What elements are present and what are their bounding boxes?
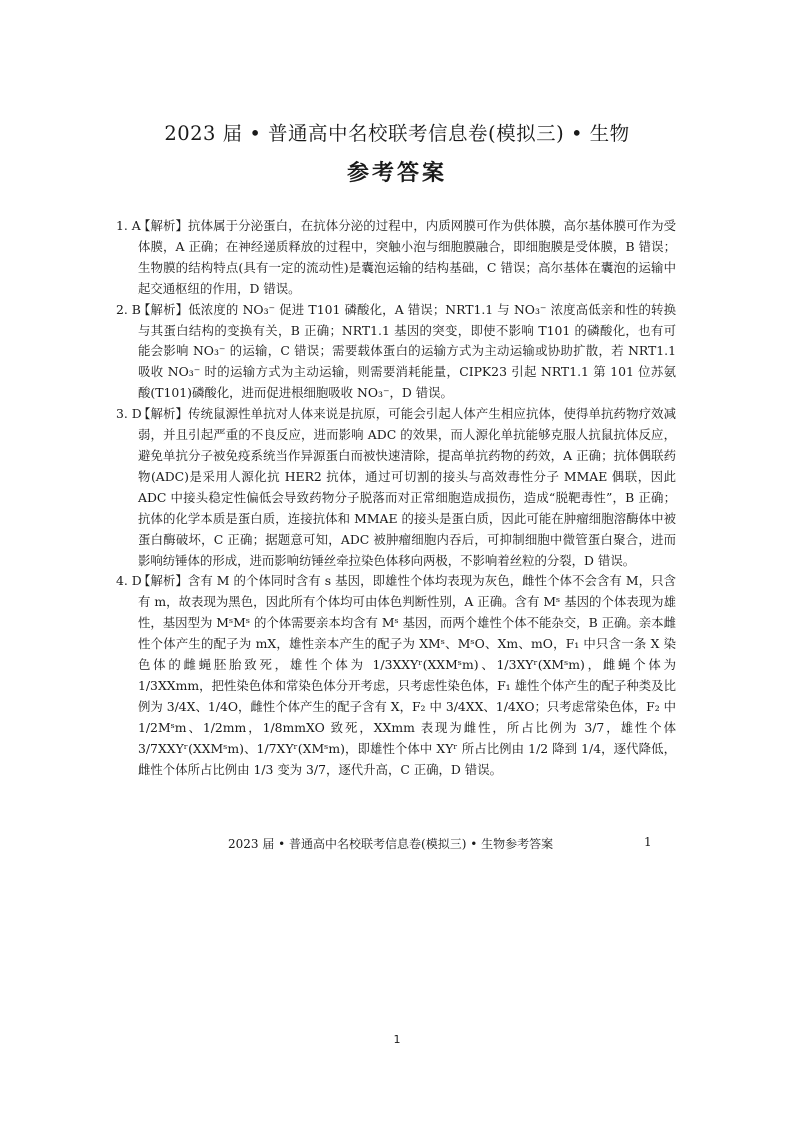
answer-list [116, 216, 676, 780]
answer-explanation: 【解析】抗体属于分泌蛋白，在抗体分泌的过程中，内质网膜可作为供体膜，高尔基体膜可作为受体膜，A 正确；在神经递质释放的过程中，突触小泡与细胞膜融合，即细胞膜是受体膜，B 错误；生物膜的结构特点(具有一定的流动性)是囊泡运输的结构基础，C 错误；高尔基体在囊泡的运输中起交通枢纽的作用，D 错误。 [138, 218, 676, 296]
answer-explanation: 【解析】低浓度的 NO₃⁻ 促进 T101 磷酸化，A 错误；NRT1.1 与 NO₃⁻ 浓度高低亲和性的转换与其蛋白结构的变换有关，B 正确；NRT1.1 基因的突变，即使不影响 T101 的磷酸化，也有可能会影响 NO₃⁻ 的运输，C 错误；需要载体蛋白的运输方式为主动运输或协助扩散，若 NRT1.1 吸收 NO₃⁻ 时的运输方式为主动运输，则需要消耗能量，CIPK23 引起 NRT1.1 第 101 位苏氨酸(T101)磷酸化，进而促进根细胞吸收 NO₃⁻，D 错误。 [138, 301, 676, 401]
answer-item-1 [116, 216, 676, 300]
answer-item-2 [116, 300, 676, 405]
answer-explanation: 【解析】传统鼠源性单抗对人体来说是抗原，可能会引起人体产生相应抗体，使得单抗药物疗效减弱，并且引起严重的不良反应，进而影响 ADC 的效果，而人源化单抗能够克服人抗鼠抗体反应，避免单抗分子被免疫系统当作异源蛋白而被快速清除，提高单抗药物的药效，A 正确；抗体偶联药物(ADC)是采用人源化抗 HER2 抗体，通过可切割的接头与高效毒性分子 MMAE 偶联，因此 ADC 中接头稳定性偏低会导致药物分子脱落而对正常细胞造成损伤，造成“脱靶毒性”，B 正确；抗体的化学本质是蛋白质，连接抗体和 MMAE 的接头是蛋白质，因此可能在肿瘤细胞溶酶体中被蛋白酶破坏，C 正确；据题意可知，ADC 被肿瘤细胞内吞后，可抑制细胞中微管蛋白聚合，进而影响纺锤体的形成，进而影响纺锤丝牵拉染色体移向两极，不影响着丝粒的分裂，D 错误。 [138, 406, 676, 568]
answer-item-4 [116, 571, 676, 780]
answer-number: 3. D [116, 406, 142, 422]
answer-number: 2. B [116, 301, 141, 317]
document-title: 2023 届 • 普通高中名校联考信息卷(模拟三) • 生物 [164, 122, 630, 145]
footer-title: 2023 届 • 普通高中名校联考信息卷(模拟三) • 生物参考答案 [228, 837, 554, 851]
answer-number: 4. D [116, 573, 142, 589]
answer-item-3 [116, 404, 676, 571]
answer-explanation: 【解析】含有 M 的个体同时含有 s 基因，即雄性个体均表现为灰色，雌性个体不会含有 M，只含有 m，故表现为黑色，因此所有个体均可由体色判断性别，A 正确。含有 Mˢ 基因的个体表现为雄性，基因型为 MˢMˢ 的个体需要亲本均含有 Mˢ 基因，而两个雄性个体不能杂交，B 正确。亲本雌性个体产生的配子为 mX，雄性亲本产生的配子为 XMˢ、MˢO、Xm、mO，F₁ 中只含一条 X 染色体的雌蝇胚胎致死，雄性个体为 1/3XXYʳ(XXMˢm)、1/3XYʳ(XMˢm)，雌蝇个体为 1/3XXmm，把性染色体和常染色体分开考虑，只考虑性染色体，F₁ 雄性个体产生的配子种类及比例为 3/4X、1/4O，雌性个体产生的配子含有 X，F₂ 中 3/4XX、1/4XO；只考虑常染色体，F₂ 中 1/2Mˢm、1/2mm，1/8mmXO 致死，XXmm 表现为雌性，所占比例为 3/7，雄性个体 3/7XXYʳ(XXMˢm)、1/7XYʳ(XMˢm)，即雄性个体中 XYʳ 所占比例由 1/2 降到 1/4，逐代降低，雌性个体所占比例由 1/3 变为 3/7，逐代升高，C 正确，D 错误。 [138, 573, 676, 777]
answer-number: 1. A [116, 218, 141, 233]
footer-page-number: 1 [644, 835, 652, 849]
document-subtitle: 参考答案 [346, 160, 447, 186]
page-number: 1 [393, 1033, 401, 1046]
